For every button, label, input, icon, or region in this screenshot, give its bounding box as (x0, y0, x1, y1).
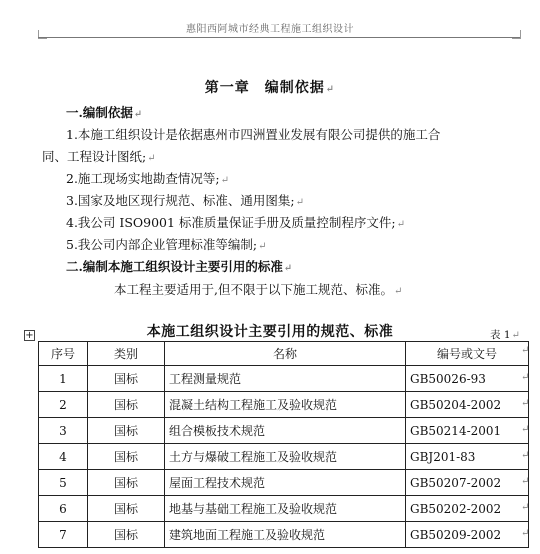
basis-item-text: 同、工程设计图纸; (42, 149, 147, 164)
cell-index: 2 (39, 392, 88, 418)
paragraph-mark: ↵ (283, 263, 293, 274)
header-cell-code: 编号或文号 (406, 342, 529, 366)
row-end-mark: ↵ (521, 528, 530, 539)
cell-index: 4 (39, 444, 88, 470)
paragraph-mark: ↵ (258, 241, 267, 252)
chapter-title (0, 77, 540, 97)
row-end-mark: ↵ (521, 476, 530, 487)
standards-intro (114, 281, 402, 301)
basis-item-3 (66, 192, 304, 212)
cell-code: GBJ201-83 (406, 444, 529, 470)
section-heading-1 (66, 104, 142, 124)
cell-name: 组合模板技术规范 (165, 418, 406, 444)
cell-code: GB50204-2002 (406, 392, 529, 418)
cell-category: 国标 (88, 470, 165, 496)
section-heading-text: 一.编制依据 (66, 105, 133, 120)
row-end-mark: ↵ (521, 372, 530, 383)
cell-name: 工程测量规范 (165, 366, 406, 392)
paragraph-mark: ↵ (325, 84, 336, 95)
cell-code: GB50202-2002 (406, 496, 529, 522)
cell-code: GB50209-2002 (406, 522, 529, 548)
basis-item-text: 2.施工现场实地勘查情况等; (66, 171, 220, 186)
cell-name: 混凝土结构工程施工及验收规范 (165, 392, 406, 418)
paragraph-mark: ↵ (396, 219, 406, 230)
basis-item-1-cont (42, 148, 156, 168)
table-row (39, 470, 529, 496)
paragraph-mark: ↵ (133, 109, 143, 120)
basis-item-text: 1.本施工组织设计是依据惠州市四洲置业发展有限公司提供的施工合 (66, 127, 441, 142)
basis-item-5 (66, 236, 267, 256)
header-rule (38, 37, 520, 38)
section-heading-2 (66, 258, 292, 278)
page-header-text: 惠阳西阿城市经典工程施工组织设计 (186, 24, 354, 35)
cell-name: 屋面工程技术规范 (165, 470, 406, 496)
paragraph-mark: ↵ (147, 153, 156, 164)
paragraph-mark: ↵ (393, 286, 403, 297)
basis-item-text: 3.国家及地区现行规范、标准、通用图集; (66, 193, 295, 208)
cell-index: 3 (39, 418, 88, 444)
table-note-text: 表 1 (490, 329, 511, 341)
basis-item-4 (66, 214, 405, 234)
cell-index: 1 (39, 366, 88, 392)
section-heading-text: 二.编制本施工组织设计主要引用的标准 (66, 259, 283, 274)
cell-category: 国标 (88, 366, 165, 392)
chapter-title-text: 第一章 编制依据 (204, 80, 325, 96)
row-end-mark: ↵ (521, 345, 530, 356)
cell-name: 土方与爆破工程施工及验收规范 (165, 444, 406, 470)
cell-code: GB50026-93 (406, 366, 529, 392)
cell-index: 7 (39, 522, 88, 548)
cell-category: 国标 (88, 392, 165, 418)
table-row (39, 522, 529, 548)
cell-category: 国标 (88, 496, 165, 522)
header-cell-category: 类别 (88, 342, 165, 366)
table-row (39, 444, 529, 470)
table-note (490, 327, 520, 342)
paragraph-mark: ↵ (511, 330, 520, 341)
cell-category: 国标 (88, 522, 165, 548)
header-cell-index: 序号 (39, 342, 88, 366)
cell-code: GB50214-2001 (406, 418, 529, 444)
cell-index: 5 (39, 470, 88, 496)
cell-code: GB50207-2002 (406, 470, 529, 496)
basis-item-text: 4.我公司 ISO9001 标准质量保证手册及质量控制程序文件; (66, 215, 396, 230)
standards-intro-text: 本工程主要适用于,但不限于以下施工规范、标准。 (114, 282, 393, 297)
standards-table (38, 341, 529, 548)
table-row (39, 418, 529, 444)
row-end-mark: ↵ (521, 502, 530, 513)
row-end-mark: ↵ (521, 424, 530, 435)
cell-category: 国标 (88, 444, 165, 470)
basis-item-text: 5.我公司内部企业管理标准等编制; (66, 237, 258, 252)
table-title: 本施工组织设计主要引用的规范、标准 (146, 324, 394, 340)
cell-name: 地基与基础工程施工及验收规范 (165, 496, 406, 522)
paragraph-mark: ↵ (220, 175, 230, 186)
cell-name: 建筑地面工程施工及验收规范 (165, 522, 406, 548)
cell-index: 6 (39, 496, 88, 522)
table-header-row (39, 342, 529, 366)
paragraph-mark: ↵ (295, 197, 305, 208)
table-row (39, 366, 529, 392)
row-end-mark: ↵ (521, 398, 530, 409)
basis-item-1 (66, 126, 440, 144)
row-end-mark: ↵ (521, 450, 530, 461)
table-row (39, 496, 529, 522)
table-move-handle-icon[interactable]: + (25, 330, 34, 341)
cell-category: 国标 (88, 418, 165, 444)
table-row (39, 392, 529, 418)
header-cell-name: 名称 (165, 342, 406, 366)
basis-item-2 (66, 170, 229, 190)
